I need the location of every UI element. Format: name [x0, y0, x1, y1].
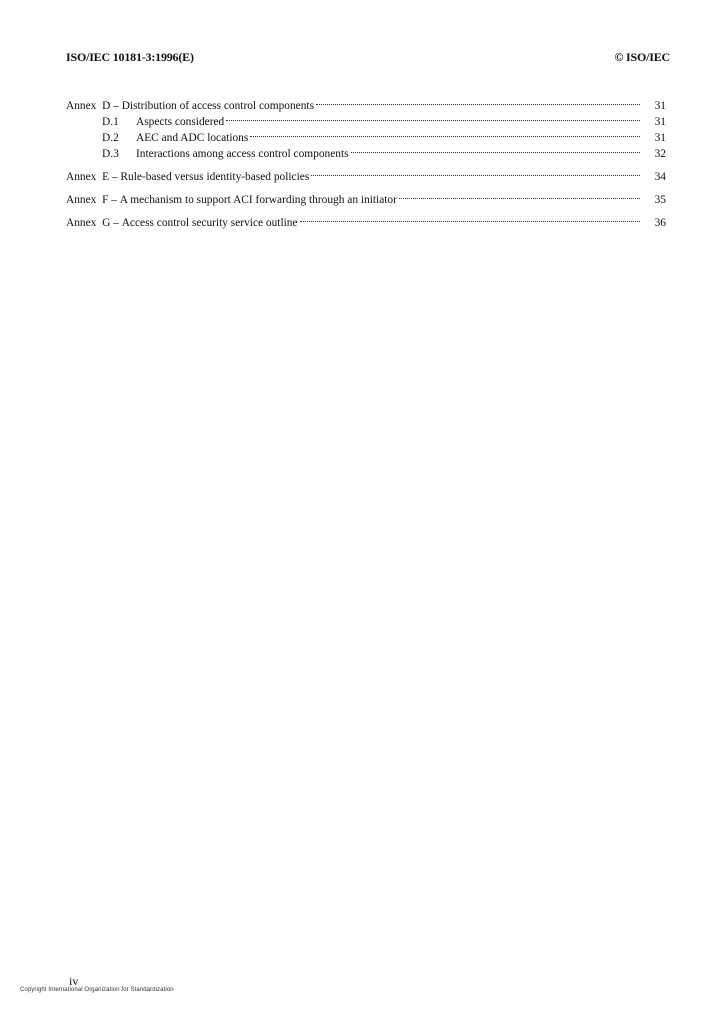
toc-page-number: 36 — [654, 217, 666, 229]
toc-entry-annex-d — [66, 93, 666, 112]
table-of-contents — [66, 93, 666, 229]
toc-leader-dots — [226, 109, 640, 125]
toc-clause-number: D.3 — [102, 148, 119, 160]
toc-entry-title: Rule-based versus identity-based policies — [120, 171, 310, 183]
toc-leader-dots — [316, 93, 640, 109]
toc-annex-prefix: Annex E – — [66, 171, 121, 183]
toc-page-number: 31 — [654, 116, 666, 128]
toc-entry-title: A mechanism to support ACI forwarding through an initiator — [119, 194, 397, 206]
toc-page-number: 32 — [654, 148, 666, 160]
copyright-footer: Copyright International Organization for Standardization — [20, 987, 174, 993]
toc-entry-annex-f — [66, 187, 666, 206]
toc-leader-dots — [250, 125, 640, 141]
running-header — [66, 50, 670, 66]
toc-entry-title: Aspects considered — [136, 116, 225, 128]
toc-entry-title: AEC and ADC locations — [136, 132, 249, 144]
toc-annex-prefix: Annex F – — [66, 194, 120, 206]
toc-page-number: 31 — [654, 132, 666, 144]
toc-annex-prefix: Annex D – — [66, 100, 122, 112]
toc-clause-number: D.2 — [102, 132, 119, 144]
toc-page-number: 31 — [654, 100, 666, 112]
toc-entry-title: Access control security service outline — [121, 217, 298, 229]
standard-identifier: ISO/IEC 10181-3:1996(E) — [66, 50, 194, 64]
toc-page-number: 35 — [654, 194, 666, 206]
toc-entry-annex-e — [66, 164, 666, 183]
toc-leader-dots — [399, 187, 640, 203]
toc-clause-number: D.1 — [102, 116, 119, 128]
toc-leader-dots — [311, 164, 640, 180]
toc-entry-annex-g — [66, 210, 666, 229]
toc-entry-title: Interactions among access control components — [136, 148, 349, 160]
toc-annex-prefix: Annex G – — [66, 217, 122, 229]
toc-entry-title: Distribution of access control components — [121, 100, 315, 112]
page-number: iv — [69, 974, 79, 988]
toc-page-number: 34 — [654, 171, 666, 183]
toc-leader-dots — [351, 141, 640, 157]
copyright-mark: © ISO/IEC — [614, 50, 670, 64]
toc-leader-dots — [300, 210, 640, 226]
